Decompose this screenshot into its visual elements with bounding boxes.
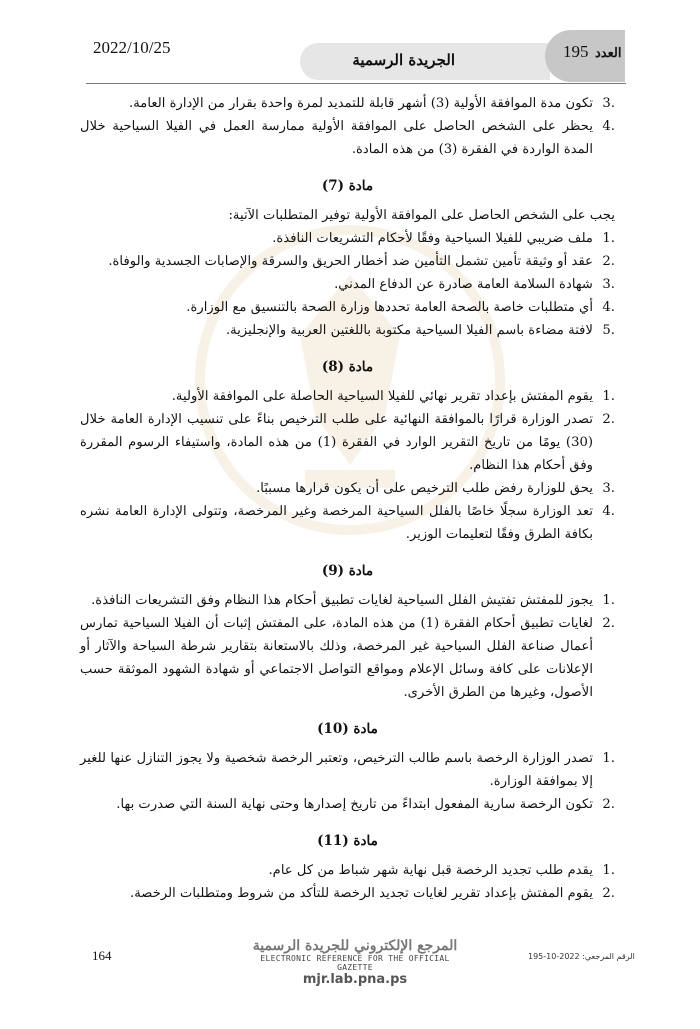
article-7-list <box>80 227 615 342</box>
issue-badge <box>545 30 625 82</box>
list-item: 4. يحظر على الشخص الحاصل على الموافقة الأولية ممارسة العمل في الفيلا السياحية خلال المدة الواردة في الفقرة (3) من هذه المادة. <box>80 119 615 157</box>
list-item: 2. تكون الرخصة سارية المفعول ابتداءً من تاريخ إصدارها وحتى نهاية السنة التي صدرت بها. <box>116 797 615 812</box>
list-item: 1. تصدر الوزارة الرخصة باسم طالب الترخيص، وتعتبر الرخصة شخصية ولا يجوز التنازل عنها للغير إلا بموافقة الوزارة. <box>80 751 615 789</box>
article-7-intro: يجب على الشخص الحاصل على الموافقة الأولية توفير المتطلبات الآتية: <box>228 208 615 223</box>
page-number: 164 <box>92 948 112 963</box>
list-item: 2. لغايات تطبيق أحكام الفقرة (1) من هذه المادة، على المفتش إثبات أن الفيلا السياحية تمارس أعمال صناعة الفلل السياحية غير المرخصة، وذلك بالاستعانة بتقارير شرطة السياحة والآثار أو الإعلانات على كافة وسائل الإعلام ومواقع التواصل الاجتماعي أو شهادة الشهود الموثقة حسب الأصول، وغيرها من الطرق الأخرى. <box>80 616 615 700</box>
list-item: 3. تكون مدة الموافقة الأولية (3) أشهر قابلة للتمديد لمرة واحدة بقرار من الإدارة العامة. <box>129 96 615 111</box>
footer-reference-number: الرقم المرجعي: 2022-10-195 <box>528 952 635 961</box>
list-item: 1. يقدم طلب تجديد الرخصة قبل نهاية شهر شباط من كل عام. <box>268 863 615 878</box>
footer-reference-logo <box>250 938 460 987</box>
list-item: 4. أي متطلبات خاصة بالصحة العامة تحددها وزارة الصحة بالتنسيق مع الوزارة. <box>186 300 615 315</box>
article-10-list <box>80 747 615 816</box>
list-item: 2. عقد أو وثيقة تأمين تشمل التأمين ضد أخطار الحريق والسرقة والإصابات الجسدية والوفاة. <box>108 254 615 269</box>
issue-number: 195 <box>563 42 589 61</box>
list-item: 1. يقوم المفتش بإعداد تقرير نهائي للفيلا السياحية الحاصلة على الموافقة الأولية. <box>171 389 615 404</box>
footer-arabic-title: المرجع الإلكتروني للجريدة الرسمية <box>252 938 458 954</box>
list-item: 1. ملف ضريبي للفيلا السياحية وفقًا لأحكام التشريعات النافذة. <box>272 231 615 246</box>
article-11-heading: مادة (11) <box>317 833 378 849</box>
list-item: 1. يجوز للمفتش تفتيش الفلل السياحية لغايات تطبيق أحكام هذا النظام وفق التشريعات النافذة. <box>91 593 615 608</box>
header-divider <box>86 83 626 84</box>
intro-list <box>80 92 615 161</box>
article-11-list <box>80 859 615 905</box>
footer-english-title: ELECTRONIC REFERENCE FOR THE OFFICIAL GAZETTE <box>260 954 450 972</box>
footer-url-link[interactable]: mjr.lab.pna.ps <box>302 972 408 987</box>
list-item: 3. شهادة السلامة العامة صادرة عن الدفاع المدني. <box>334 277 615 292</box>
header-title: الجريدة الرسمية <box>352 51 455 69</box>
list-item: 5. لافتة مضاءة باسم الفيلا السياحية مكتوبة باللغتين العربية والإنجليزية. <box>225 323 615 338</box>
article-9-list <box>80 589 615 704</box>
article-8-heading: مادة (8) <box>321 359 374 375</box>
header-title-band <box>300 43 550 80</box>
list-item: 3. يحق للوزارة رفض طلب الترخيص على أن يكون قرارها مسببًا. <box>256 481 615 496</box>
article-7-heading: مادة (7) <box>321 178 374 194</box>
document-body <box>80 92 615 905</box>
list-item: 2. تصدر الوزارة قرارًا بالموافقة النهائية على طلب الترخيص بناءً على تنسيب الإدارة العامة خلال (30) يومًا من تاريخ التقرير الوارد في الفقرة (1) من هذه المادة، واستيفاء الرسوم المقررة وفق أحكام هذا النظام. <box>80 412 615 473</box>
list-item: 4. تعد الوزارة سجلًا خاصًا بالفلل السياحية المرخصة وغير المرخصة، وتتولى الإدارة العامة نشره بكافة الطرق وفقًا لتعليمات الوزير. <box>80 504 615 542</box>
article-9-heading: مادة (9) <box>321 563 374 579</box>
list-item: 2. يقوم المفتش بإعداد تقرير لغايات تجديد الرخصة للتأكد من شروط ومتطلبات الرخصة. <box>130 886 615 901</box>
article-8-list <box>80 385 615 546</box>
article-10-heading: مادة (10) <box>317 721 378 737</box>
issue-label: العدد <box>595 46 622 61</box>
header-date: 2022/10/25 <box>93 38 171 57</box>
